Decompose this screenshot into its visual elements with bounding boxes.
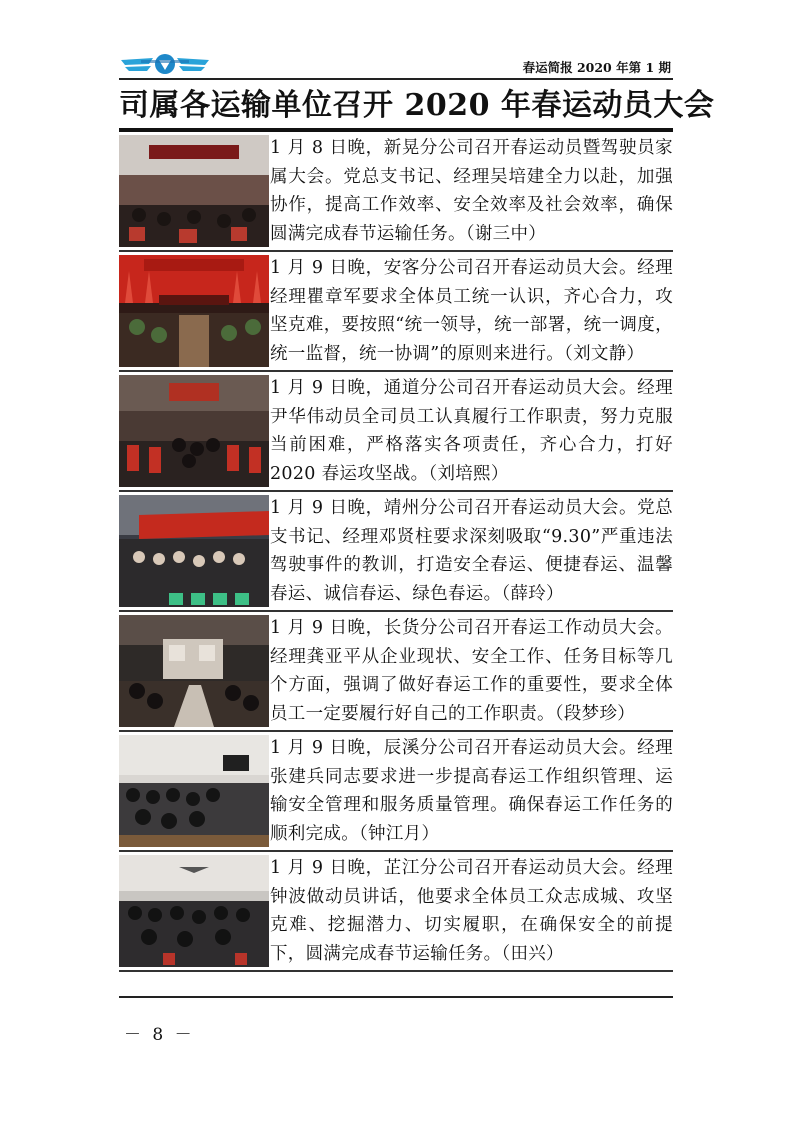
entry-text: 1 月 9 日晚，芷江分公司召开春运动员大会。经理钟波做动员讲话，他要求全体员工众志成城、攻坚克难、挖掘潜力、切实履职，在确保安全的前提下，圆满完成春节运输任务。（田兴） — [270, 858, 673, 964]
meeting-photo-jingzhou — [119, 495, 269, 607]
xiang-transport-wing-logo — [119, 52, 211, 76]
header-rule — [119, 78, 673, 80]
meeting-photo-xinhuang — [119, 135, 269, 247]
footer-rule — [119, 996, 673, 998]
entry-text: 1 月 9 日晚，通道分公司召开春运动员大会。经理尹华伟动员全司员工认真履行工作职责，努力克服当前困难，严格落实各项责任，齐心合力，打好 2020 春运攻坚战。（刘培熙） — [270, 378, 673, 484]
entry-text: 1 月 9 日晚，靖州分公司召开春运动员大会。党总支书记、经理邓贤柱要求深刻吸取“9.30”严重违法驾驶事件的教训，打造安全春运、便捷春运、温馨春运、诚信春运、绿色春运。（薛玲） — [270, 498, 673, 604]
meeting-photo-chenxi — [119, 735, 269, 847]
news-entry — [119, 732, 673, 852]
news-entry — [119, 372, 673, 492]
news-entry — [119, 852, 673, 972]
meeting-photo-changhuo — [119, 615, 269, 727]
meeting-photo-zhijiang — [119, 855, 269, 967]
article-title: 司属各运输单位召开 2020 年春运动员大会 — [119, 88, 715, 123]
issue-label: 春运简报 2020 年第 1 期 — [522, 60, 671, 75]
page-number: － 8 － — [124, 1025, 195, 1045]
meeting-photo-anke — [119, 255, 269, 367]
entry-text: 1 月 8 日晚，新晃分公司召开春运动员暨驾驶员家属大会。党总支书记、经理吴培建全力以赴，加强协作，提高工作效率、安全效率及社会效率，确保圆满完成春节运输任务。（谢三中） — [270, 138, 673, 244]
news-entry — [119, 492, 673, 612]
entry-text: 1 月 9 日晚，长货分公司召开春运工作动员大会。经理龚亚平从企业现状、安全工作、任务目标等几个方面，强调了做好春运工作的重要性，要求全体员工一定要履行好自己的工作职责。（段梦珍） — [270, 618, 673, 724]
meeting-photo-tongdao — [119, 375, 269, 487]
entry-text: 1 月 9 日晚，辰溪分公司召开春运动员大会。经理张建兵同志要求进一步提高春运工作组织管理、运输安全管理和服务质量管理。确保春运工作任务的顺利完成。（钟江月） — [270, 738, 673, 844]
news-entry — [119, 252, 673, 372]
news-entry — [119, 132, 673, 252]
news-entry — [119, 612, 673, 732]
entry-text: 1 月 9 日晚，安客分公司召开春运动员大会。经理经理瞿章军要求全体员工统一认识，齐心合力，攻坚克难，要按照“统一领导，统一部署，统一调度，统一监督，统一协调”的原则来进行。（刘文静） — [270, 258, 673, 364]
